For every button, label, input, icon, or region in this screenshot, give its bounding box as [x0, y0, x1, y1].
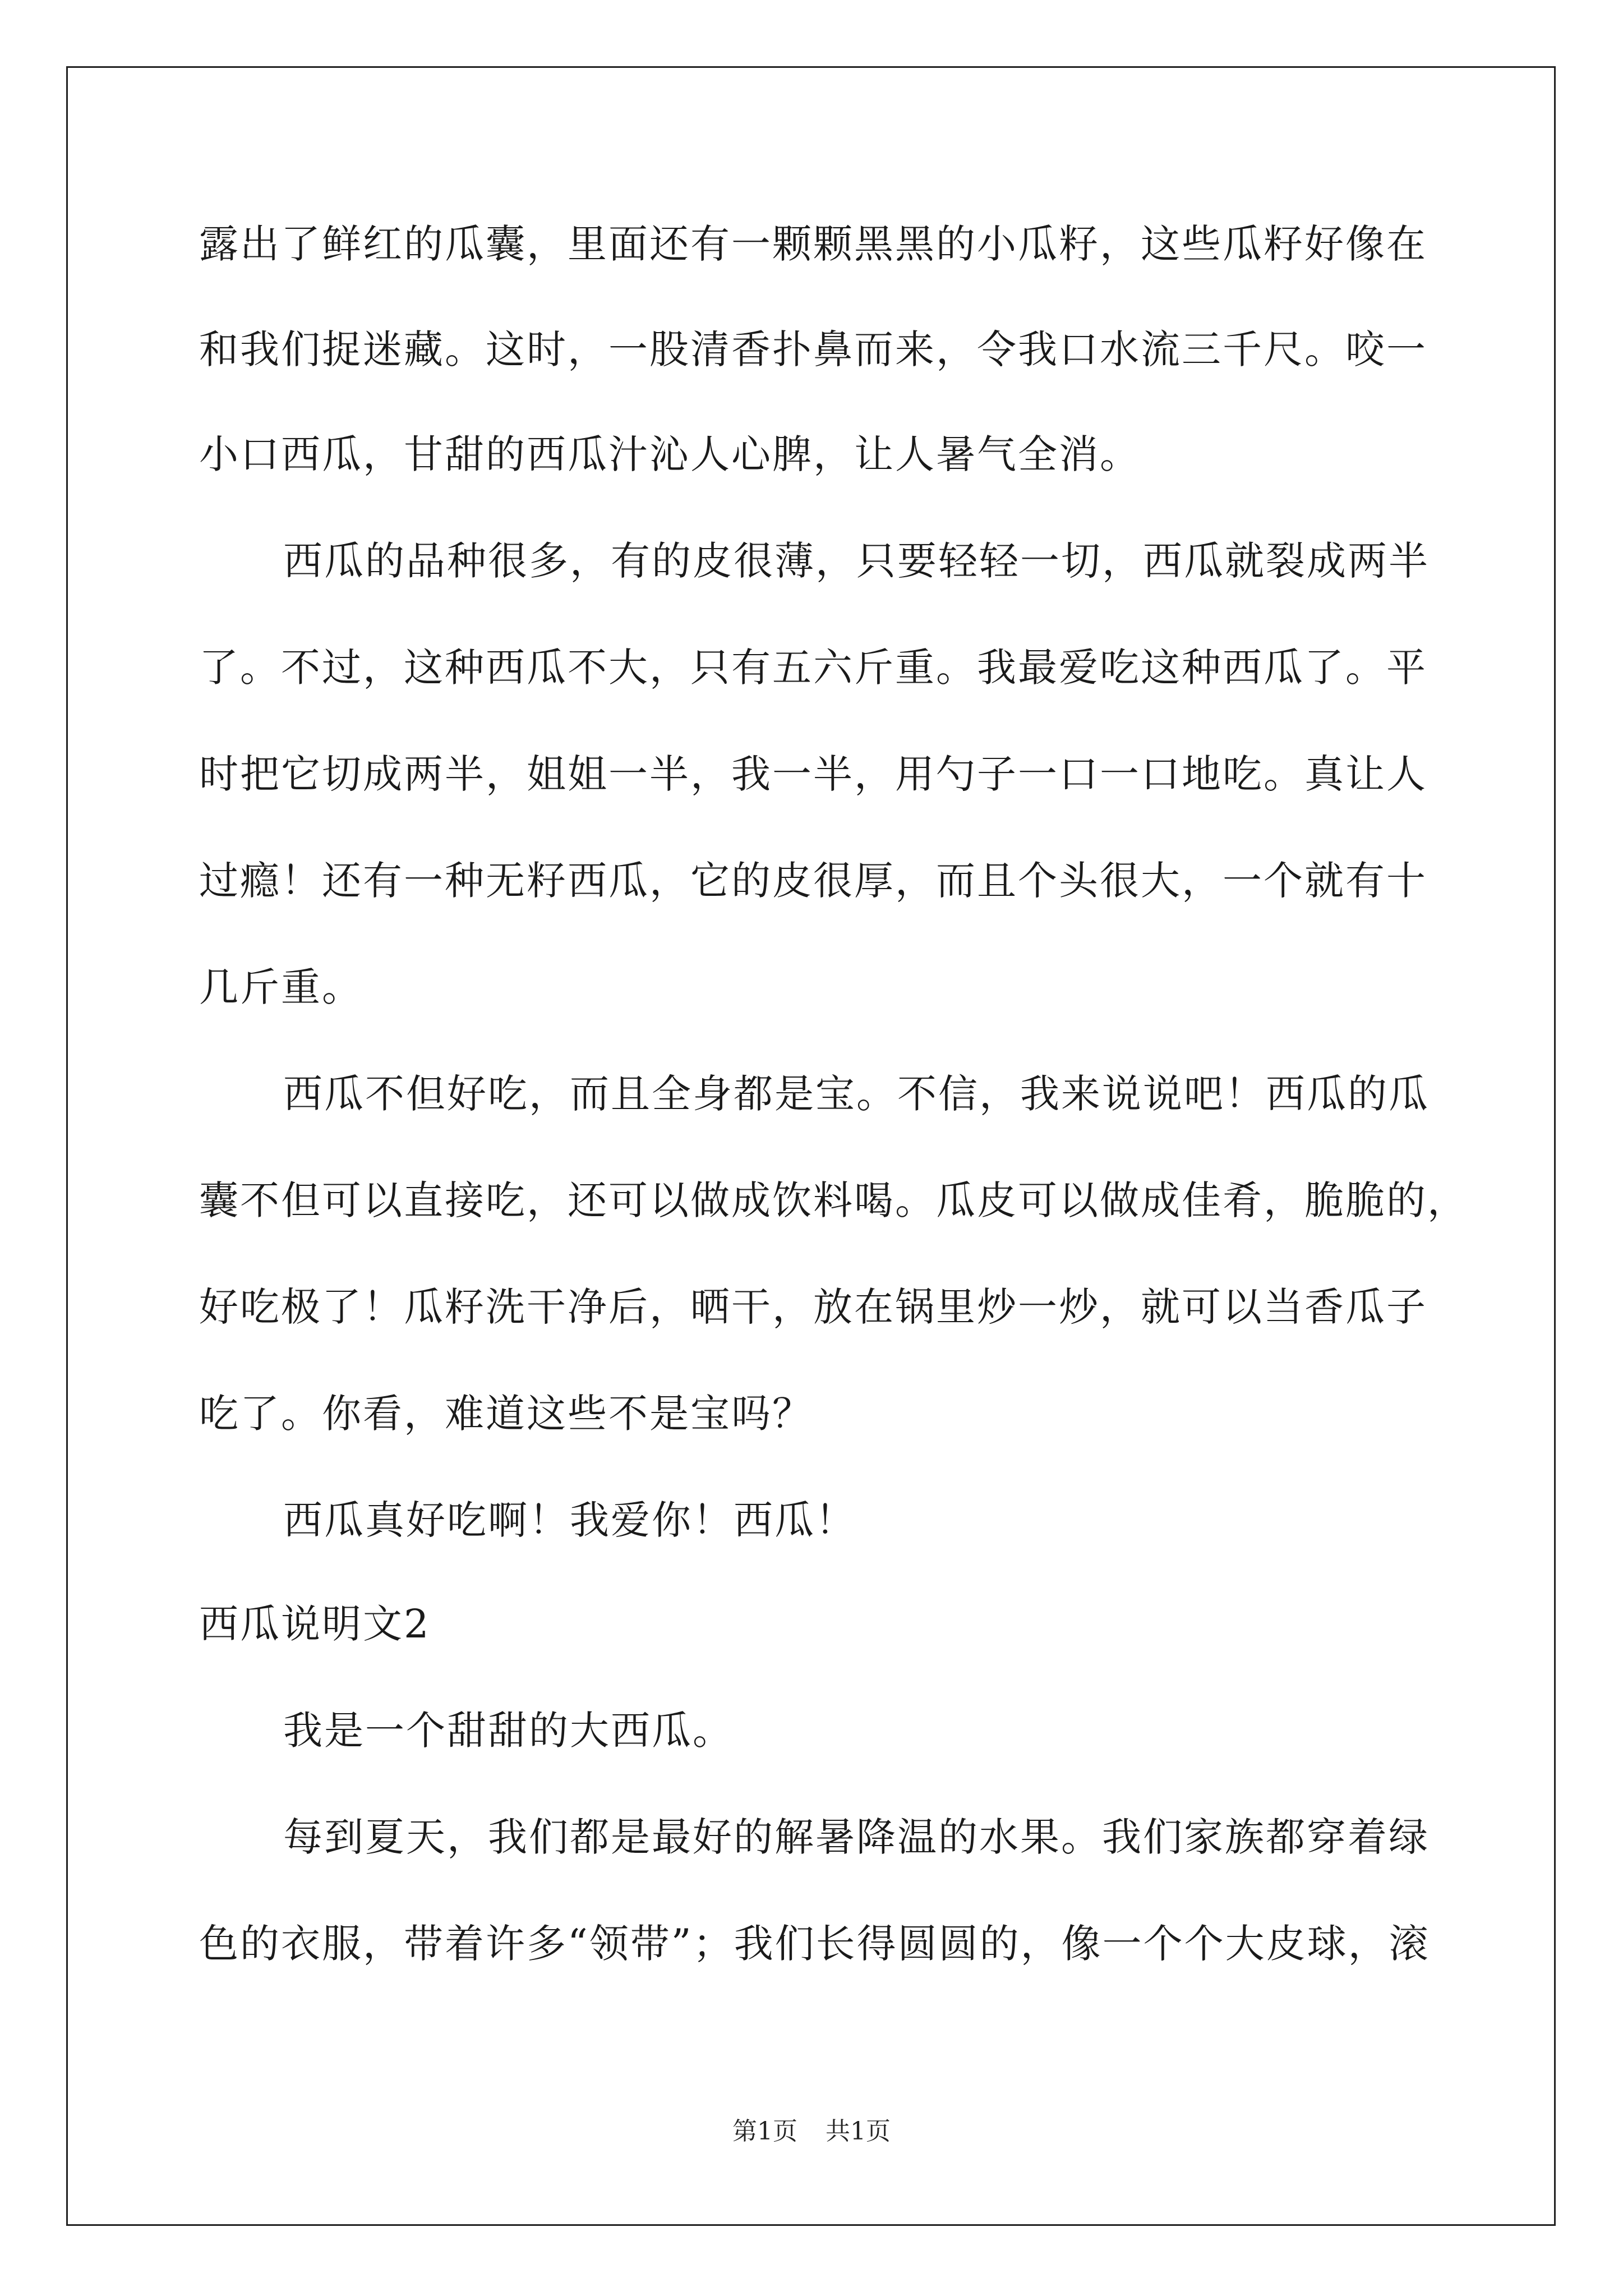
text-line: 过瘾！还有一种无籽西瓜，它的皮很厚，而且个头很大，一个就有十 [199, 858, 1427, 904]
text-line: 好吃极了！瓜籽洗干净后，晒干，放在锅里炒一炒，就可以当香瓜子 [199, 1284, 1427, 1330]
page-total: 共1页 [826, 2117, 891, 2146]
text-line: 吃了。你看，难道这些不是宝吗？ [199, 1391, 813, 1437]
page-footer [0, 2115, 1623, 2148]
page-number: 第1页 [732, 2117, 797, 2146]
text-line: 了。不过，这种西瓜不大，只有五六斤重。我最爱吃这种西瓜了。平 [199, 645, 1427, 691]
paragraph-start-line: 西瓜不但好吃，而且全身都是宝。不信，我来说说吧！西瓜的瓜 [283, 1071, 1430, 1117]
paragraph-start-line: 每到夏天，我们都是最好的解暑降温的水果。我们家族都穿着绿 [283, 1814, 1430, 1860]
text-line: 时把它切成两半，姐姐一半，我一半，用勺子一口一口地吃。真让人 [199, 751, 1427, 797]
section-heading: 西瓜说明文2 [199, 1601, 431, 1647]
paragraph-start-line: 我是一个甜甜的大西瓜。 [283, 1708, 734, 1754]
text-line: 小口西瓜，甘甜的西瓜汁沁人心脾，让人暑气全消。 [199, 431, 1141, 477]
text-line: 囊不但可以直接吃，还可以做成饮料喝。瓜皮可以做成佳肴，脆脆的， [199, 1177, 1468, 1223]
paragraph-start-line: 西瓜真好吃啊！我爱你！西瓜！ [283, 1497, 856, 1543]
text-line: 和我们捉迷藏。这时，一股清香扑鼻而来，令我口水流三千尺。咬一 [199, 326, 1427, 372]
text-line: 露出了鲜红的瓜囊，里面还有一颗颗黑黑的小瓜籽，这些瓜籽好像在 [199, 221, 1427, 267]
paragraph-start-line: 西瓜的品种很多，有的皮很薄，只要轻轻一切，西瓜就裂成两半 [283, 538, 1430, 584]
text-line: 几斤重。 [199, 964, 363, 1010]
text-line: 色的衣服，带着许多“领带”；我们长得圆圆的，像一个个大皮球，滚 [199, 1921, 1430, 1967]
page-border [66, 66, 1556, 2226]
